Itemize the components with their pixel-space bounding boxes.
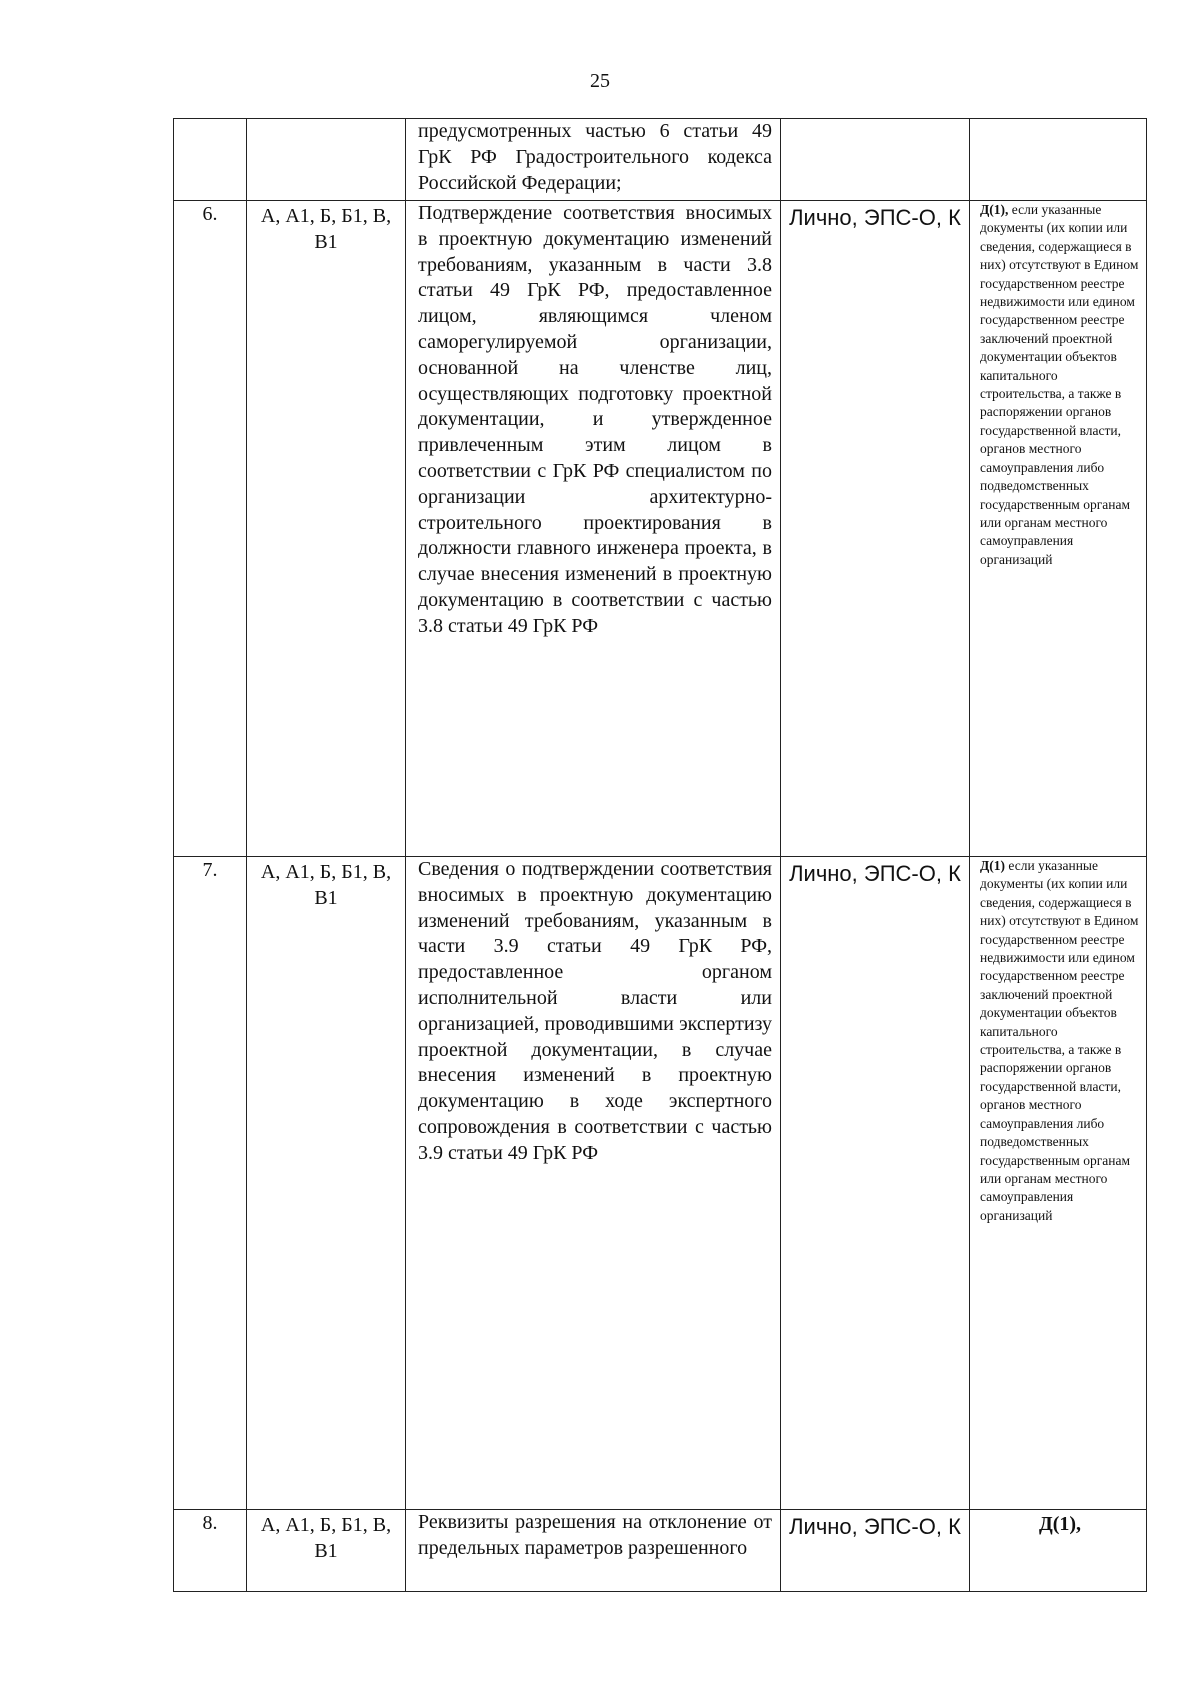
document-table xyxy=(173,118,1147,1592)
method-cell: Лично, ЭПС-О, К xyxy=(781,857,970,1510)
page-number: 25 xyxy=(590,70,610,92)
table-row xyxy=(174,857,1147,1510)
table-row xyxy=(174,201,1147,857)
row-number-cell: 6. xyxy=(174,201,247,857)
row-number-cell: 8. xyxy=(174,1510,247,1592)
description-cell: Подтверждение соответствия вносимых в проектную документацию изменений требованиям, указанным в части 3.8 статьи 49 ГрК РФ, предоставленное лицом, являющимся членом саморегулируемой организации, основанной на членстве лиц, осуществляющих подготовку проектной документации, и утвержденное привлеченным этим лицом в соответствии с ГрК РФ специалистом по организации архитектурно-строительного проектирования в должности главного инженера проекта, в случае внесения изменений в проектную документацию в соответствии с частью 3.8 статьи 49 ГрК РФ xyxy=(406,201,781,857)
description-cell: Сведения о подтверждении соответствия вносимых в проектную документацию изменений требованиям, указанным в части 3.9 статьи 49 ГрК РФ, предоставленное органом исполнительной власти или организацией, проводившими экспертизу проектной документации, в случае внесения изменений в проектную документацию в ходе экспертного сопровождения в соответствии с частью 3.9 статьи 49 ГрК РФ xyxy=(406,857,781,1510)
method-cell: Лично, ЭПС-О, К xyxy=(781,1510,970,1592)
table-row xyxy=(174,119,1147,201)
categories-cell: А, А1, Б, Б1, В, В1 xyxy=(247,1510,406,1592)
note-text: если указанные документы (их копии или сведения, содержащиеся в них) отсутствуют в Едином государственном реестре недвижимости или едином государственном реестре заключений проектной документации объектов капитального строительства, а также в распоряжении органов государственной власти, органов местного самоуправления либо подведомственных государственным органам или органам местного самоуправления организаций xyxy=(980,202,1139,567)
categories-cell: А, А1, Б, Б1, В, В1 xyxy=(247,201,406,857)
method-cell: Лично, ЭПС-О, К xyxy=(781,201,970,857)
row-number-cell xyxy=(174,119,247,201)
note-cell xyxy=(970,119,1147,201)
note-cell xyxy=(970,201,1147,857)
categories-cell: А, А1, Б, Б1, В, В1 xyxy=(247,857,406,1510)
note-code: Д(1), xyxy=(1038,1513,1082,1535)
note-code: Д(1), xyxy=(980,202,1009,217)
note-cell xyxy=(970,1510,1147,1592)
note-code: Д(1) xyxy=(980,858,1006,873)
description-cell: Реквизиты разрешения на отклонение от предельных параметров разрешенного xyxy=(406,1510,781,1592)
table-row xyxy=(174,1510,1147,1592)
note-cell xyxy=(970,857,1147,1510)
method-cell xyxy=(781,119,970,201)
row-number-cell: 7. xyxy=(174,857,247,1510)
note-text: если указанные документы (их копии или сведения, содержащиеся в них) отсутствуют в Едином государственном реестре недвижимости или едином государственном реестре заключений проектной документации объектов капитального строительства, а также в распоряжении органов государственной власти, органов местного самоуправления либо подведомственных государственным органам или органам местного самоуправления организаций xyxy=(980,858,1139,1223)
categories-cell xyxy=(247,119,406,201)
description-cell: предусмотренных частью 6 статьи 49 ГрК РФ Градостроительного кодекса Российской Федерации; xyxy=(406,119,781,201)
